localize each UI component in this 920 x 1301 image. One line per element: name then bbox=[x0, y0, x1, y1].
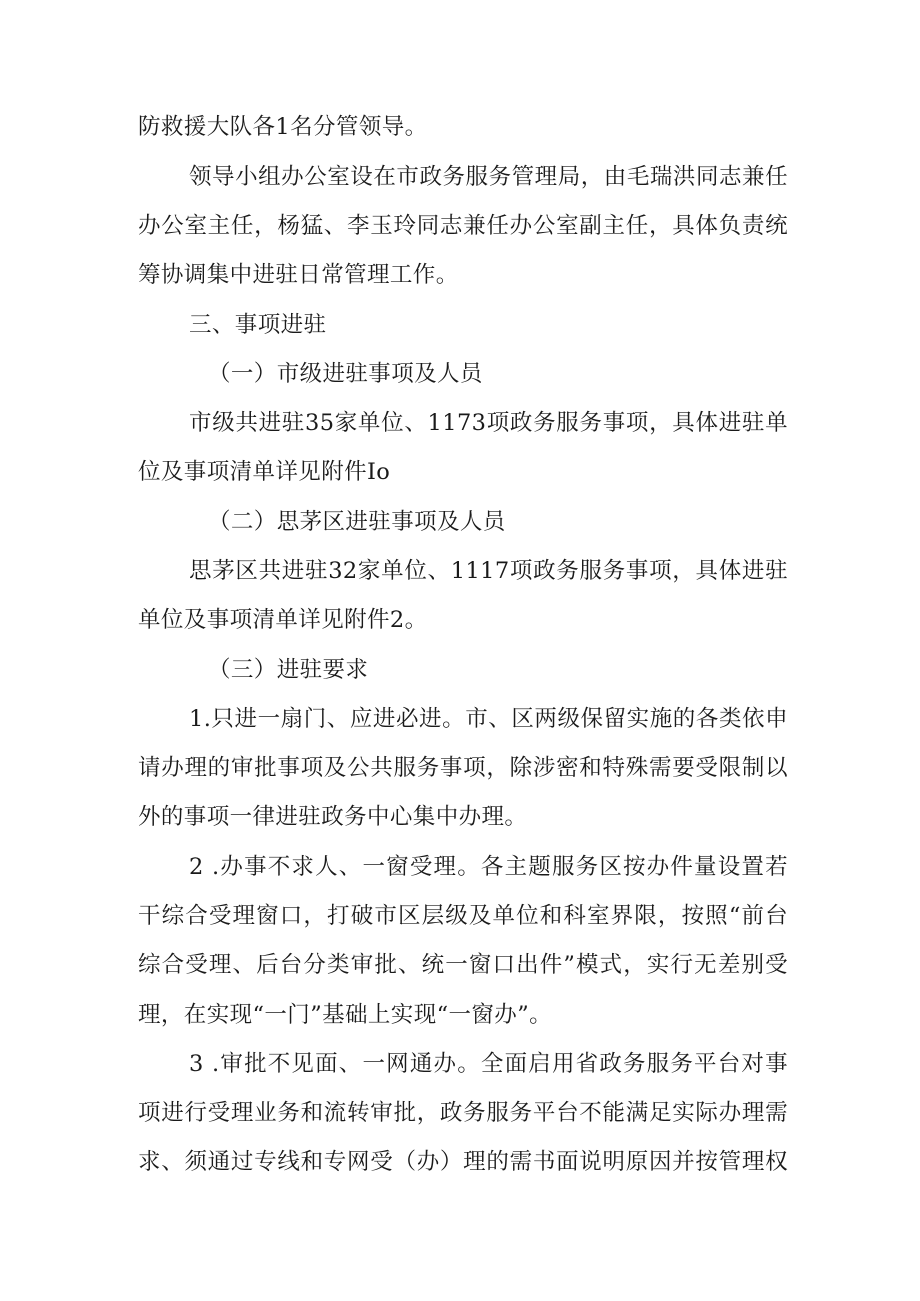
text-line: 办公室主任，杨猛、李玉玲同志兼任办公室副主任，具体负责统 bbox=[138, 213, 788, 239]
text-line: 理，在实现“一门”基础上实现“一窗办”。 bbox=[138, 1002, 553, 1028]
text-line: 求、须通过专线和专网受（办）理的需书面说明原因并按管理权 bbox=[138, 1149, 788, 1175]
paragraph-first-line: 2 .办事不求人、一窗受理。各主题服务区按办件量设置若 bbox=[189, 854, 788, 880]
text-line: 筹协调集中进驻日常管理工作。 bbox=[138, 262, 459, 288]
paragraph-first-line: 市级共进驻35家单位、1173项政务服务事项，具体进驻单 bbox=[189, 410, 788, 436]
text-line: 综合受理、后台分类审批、统一窗口出件”模式，实行无差别受 bbox=[138, 952, 788, 978]
paragraph-first-line: 1.只进一扇门、应进必进。市、区两级保留实施的各类依申 bbox=[189, 706, 788, 732]
text-line: 防救援大队各1名分管领导。 bbox=[138, 114, 428, 140]
paragraph-first-line: 3 .审批不见面、一网通办。全面启用省政务服务平台对事 bbox=[189, 1051, 788, 1077]
text-line: 干综合受理窗口，打破市区层级及单位和科室界限，按照“前台 bbox=[138, 903, 788, 929]
subsection-heading: （三）进驻要求 bbox=[208, 657, 369, 683]
paragraph-first-line: 领导小组办公室设在市政务服务管理局，由毛瑞洪同志兼任 bbox=[189, 164, 788, 190]
text-line: 外的事项一律进驻政务中心集中办理。 bbox=[138, 804, 528, 830]
subsection-heading: （一）市级进驻事项及人员 bbox=[208, 361, 483, 387]
text-line: 请办理的审批事项及公共服务事项，除涉密和特殊需要受限制以 bbox=[138, 755, 788, 781]
text-line: 单位及事项清单详见附件2。 bbox=[138, 607, 428, 633]
text-line: 项进行受理业务和流转审批，政务服务平台不能满足实际办理需 bbox=[138, 1100, 788, 1126]
paragraph-first-line: 思茅区共进驻32家单位、1117项政务服务事项，具体进驻 bbox=[189, 558, 788, 584]
subsection-heading: （二）思茅区进驻事项及人员 bbox=[208, 509, 506, 535]
section-heading: 三、事项进驻 bbox=[189, 312, 327, 338]
text-line: 位及事项清单详见附件Io bbox=[138, 459, 391, 485]
